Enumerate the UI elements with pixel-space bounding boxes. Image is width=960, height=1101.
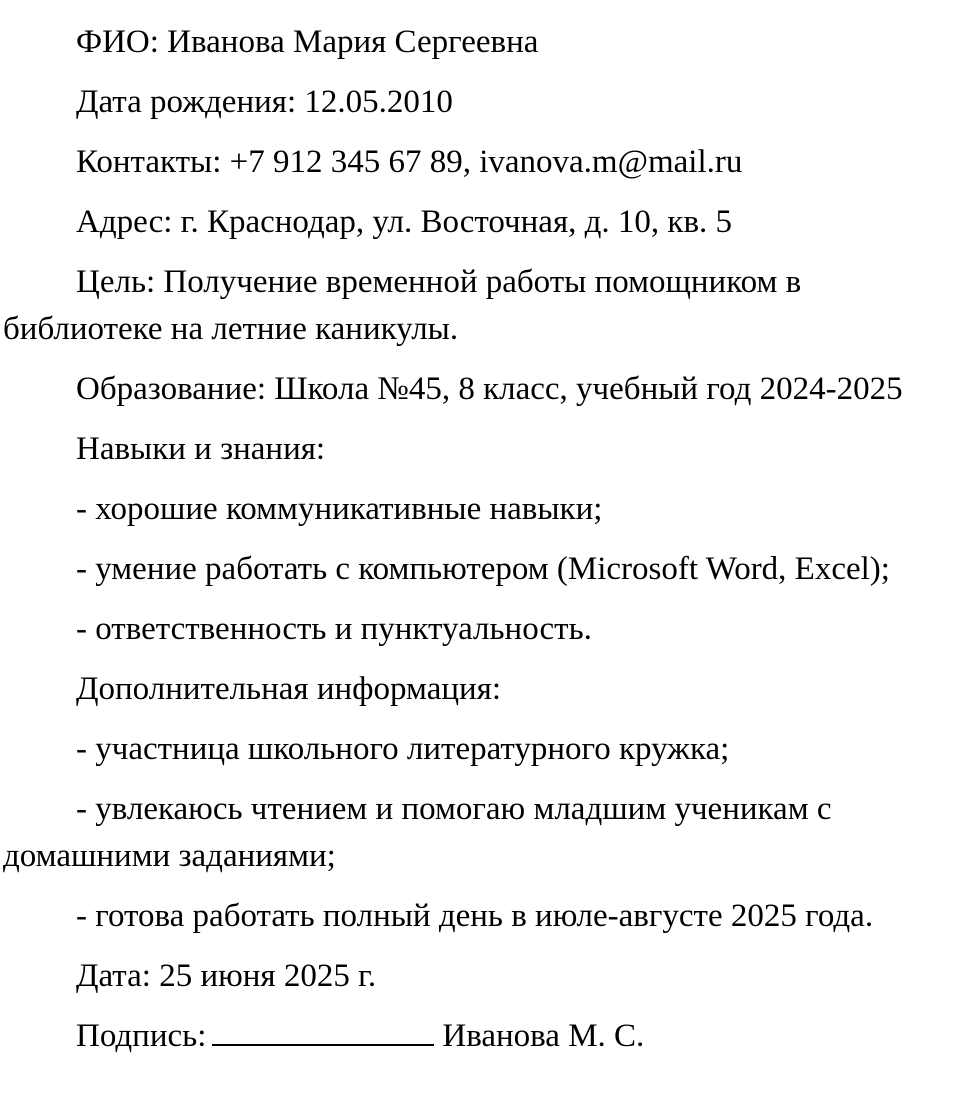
- address-line: Адрес: г. Краснодар, ул. Восточная, д. 10, кв. 5: [76, 204, 733, 240]
- contacts-line: Контакты: +7 912 345 67 89, ivanova.m@mail.ru: [76, 144, 743, 180]
- signature-name: Иванова М. С.: [442, 1018, 645, 1054]
- extra-item: - готова работать полный день в июле-августе 2025 года.: [76, 898, 874, 934]
- extra-item: - увлекаюсь чтением и помогаю младшим ученикам с домашними заданиями;: [3, 791, 832, 874]
- birth-date-line: Дата рождения: 12.05.2010: [76, 84, 453, 120]
- goal-paragraph: Цель: Получение временной работы помощником в библиотеке на летние каникулы.: [3, 264, 802, 347]
- skill-item: - ответственность и пунктуальность.: [76, 611, 592, 647]
- skills-heading: Навыки и знания:: [76, 431, 326, 467]
- skill-item: - умение работать с компьютером (Microsoft Word, Excel);: [76, 551, 890, 587]
- skill-item: - хорошие коммуникативные навыки;: [76, 491, 603, 527]
- extra-item: - участница школьного литературного кружка;: [76, 731, 730, 767]
- fio-line: ФИО: Иванова Мария Сергеевна: [76, 24, 539, 60]
- date-line: Дата: 25 июня 2025 г.: [76, 958, 377, 994]
- signature-label: Подпись:: [76, 1018, 207, 1054]
- signature-line: [3, 1013, 960, 1060]
- education-paragraph: Образование: Школа №45, 8 класс, учебный год 2024-2025: [76, 371, 903, 407]
- signature-blank-line: [212, 1014, 434, 1046]
- extra-heading: Дополнительная информация:: [76, 671, 502, 707]
